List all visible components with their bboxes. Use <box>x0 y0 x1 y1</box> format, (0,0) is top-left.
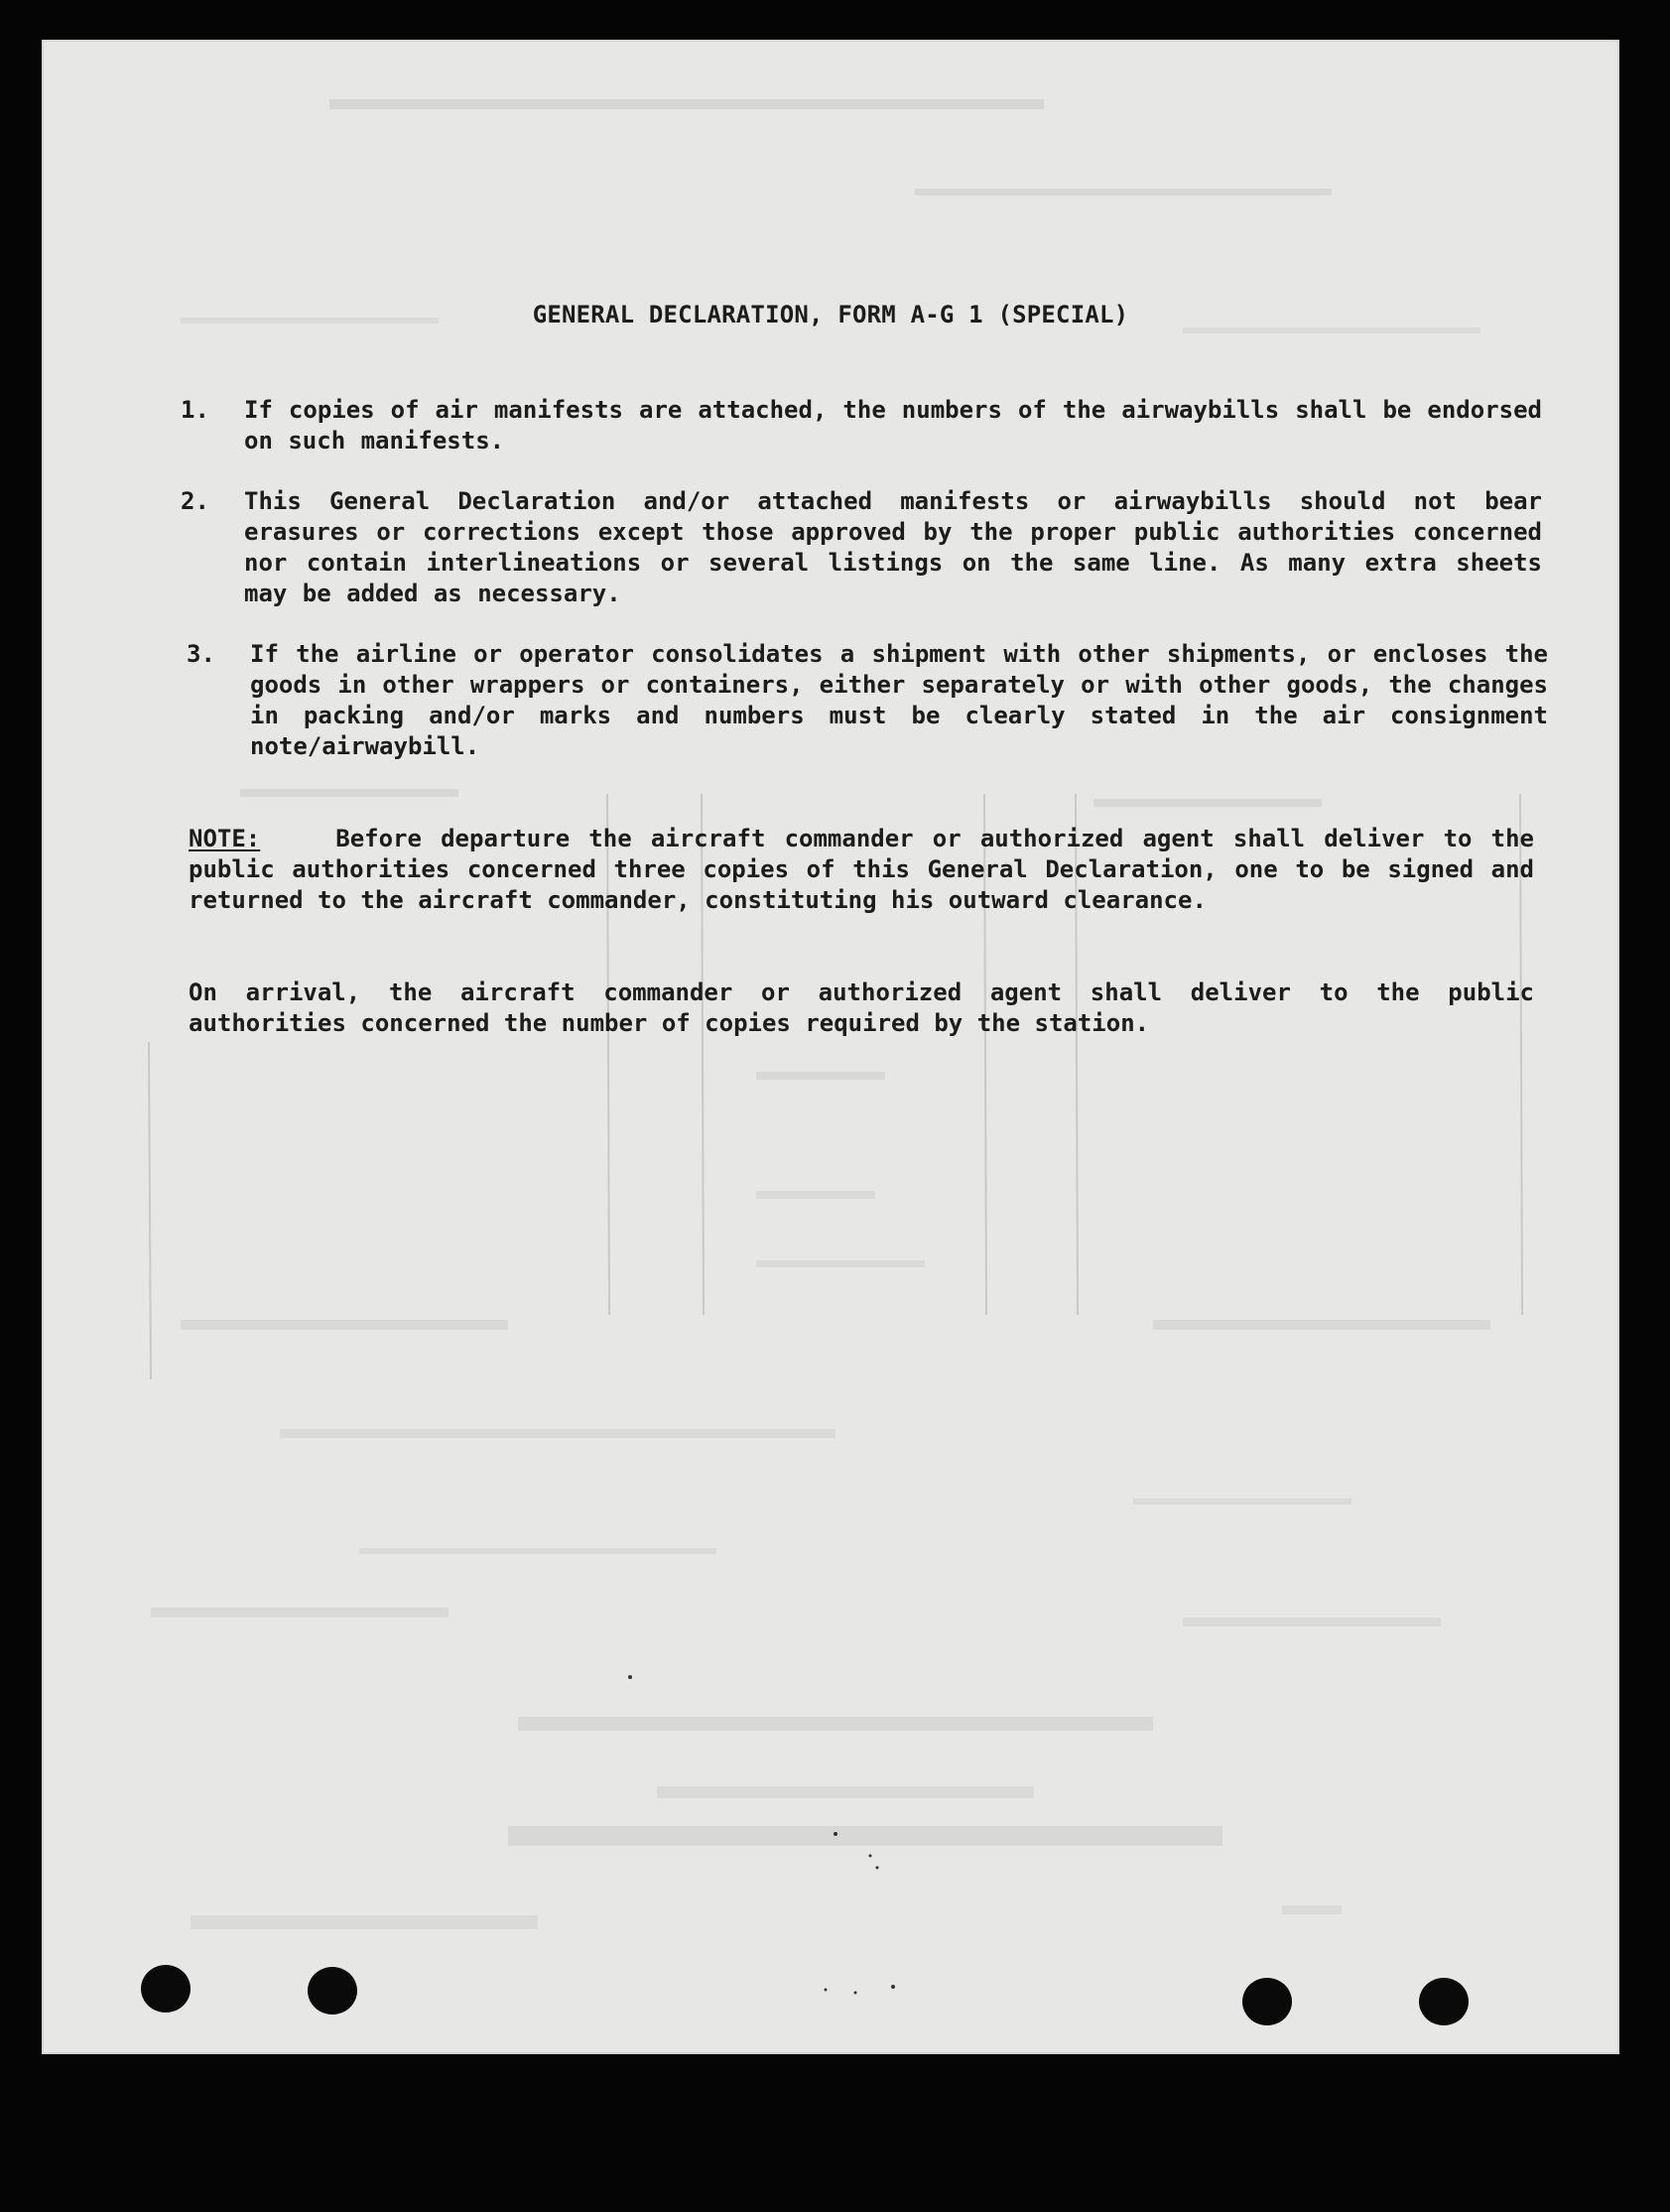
item-number: 1. <box>181 396 209 424</box>
note-label: NOTE: <box>189 825 261 852</box>
punch-hole <box>1419 1978 1469 2025</box>
punch-hole <box>141 1965 191 2013</box>
note-text: Before departure the aircraft commander or authorized agent shall deliver to the public authorities concerned three copies of this General Declaration, one to be signed and returned to the aircraft commander, constituting his outward clearance. <box>189 825 1534 914</box>
item-text: If the airline or operator consolidates a shipment with other shipments, or encloses the goods in other wrappers or containers, either separately or with other goods, the changes in packing and/or marks and numbers must be clearly stated in the air consignment note/airwaybill. <box>250 640 1548 760</box>
arrival-paragraph: On arrival, the aircraft commander or authorized agent shall deliver to the public authorities concerned the number of copies required by the station. <box>189 978 1534 1037</box>
item-text: If copies of air manifests are attached, the numbers of the airwaybills shall be endorsed on such manifests. <box>244 396 1542 455</box>
paper-sheet <box>42 40 1619 2054</box>
punch-hole <box>308 1967 357 2015</box>
scan-specks <box>42 40 1619 2054</box>
punch-hole <box>1242 1978 1292 2025</box>
item-number: 2. <box>181 487 209 515</box>
item-number: 3. <box>187 640 215 668</box>
page-title: GENERAL DECLARATION, FORM A-G 1 (SPECIAL) <box>532 301 1129 328</box>
item-text: This General Declaration and/or attached manifests or airwaybills should not bear erasures or corrections except those approved by the proper public authorities concerned nor contain interlineations or several listings on the same line. As many extra sheets may be added as necessary. <box>244 487 1542 607</box>
